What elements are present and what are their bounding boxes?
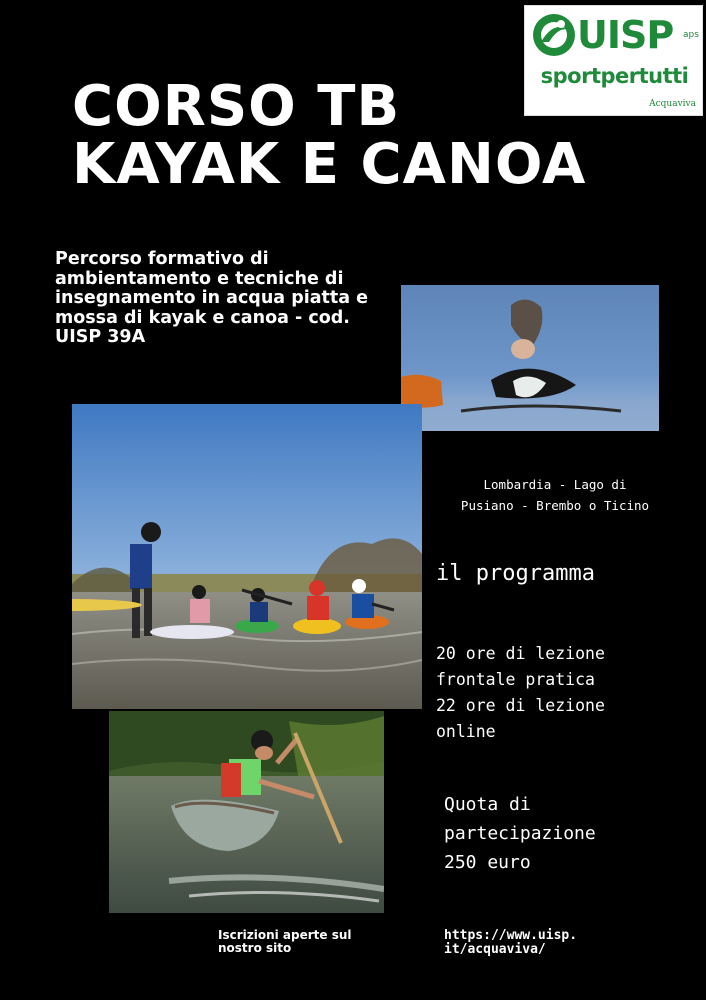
- website-link[interactable]: [444, 929, 644, 957]
- signup-text: [218, 929, 418, 955]
- url-line-1: https://www.uisp.: [444, 928, 578, 943]
- fee-text: [444, 790, 684, 877]
- hours-line-2: frontale pratica: [436, 670, 595, 689]
- signup-line-2: nostro sito: [218, 941, 292, 955]
- url-line-2: it/acquaviva/: [444, 942, 546, 957]
- hours-line-4: online: [436, 722, 496, 741]
- location-line-1: Lombardia - Lago di: [483, 477, 627, 492]
- location-line-2: Pusiano - Brembo o Ticino: [460, 498, 650, 513]
- logo-slogan: sportpertutti: [540, 64, 689, 88]
- fee-line-3: 250 euro: [444, 852, 531, 873]
- signup-line-1: Iscrizioni aperte sul: [218, 928, 352, 942]
- intro-text: Percorso formativo di ambientamento e tecniche di insegnamento in acqua piatta e mossa di kayak e canoa - cod. UISP 39A: [55, 249, 369, 347]
- hours-line-3: 22 ore di lezione: [436, 696, 605, 715]
- title-line-1: CORSO TB: [72, 74, 401, 139]
- fee-line-2: partecipazione: [444, 823, 596, 844]
- program-heading: il programma: [436, 561, 595, 586]
- logo-sub: Acquaviva: [649, 99, 696, 109]
- location-text: [440, 474, 670, 516]
- logo-brand: UISP: [577, 13, 674, 57]
- canoe-photo: [109, 711, 384, 913]
- river-group-photo: [72, 404, 422, 709]
- hours-line-1: 20 ore di lezione: [436, 644, 605, 663]
- title-line-2: KAYAK E CANOA: [72, 132, 587, 197]
- uisp-mark-icon: [531, 12, 577, 58]
- logo-aps: aps: [683, 30, 699, 40]
- kayak-roll-photo: [401, 285, 659, 431]
- program-hours: [436, 641, 676, 745]
- fee-line-1: Quota di: [444, 794, 531, 815]
